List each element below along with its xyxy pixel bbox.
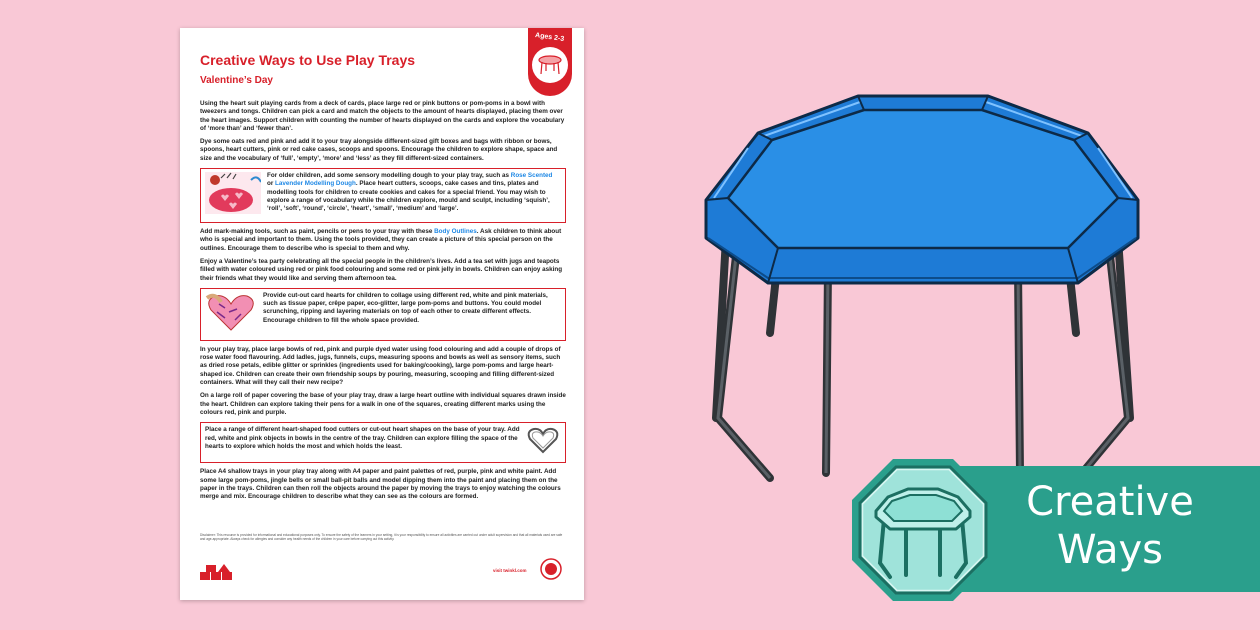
banner-line-2: Ways: [1056, 527, 1163, 573]
activity-paragraph: Using the heart suit playing cards from a deck of cards, place large red or pink buttons or pom-poms in a bowl with tweezers and tongs. Children can pick a card and match the objects to the amount of hearts displayed, placing them over the heart images. Support children with counting the number of hearts displayed on the cards and explore the vocabulary of ‘more than’ and ‘fewer than’.: [200, 100, 565, 132]
page-title: Creative Ways to Use Play Trays: [200, 52, 416, 68]
activity-paragraph: [200, 228, 566, 253]
activity-paragraph: [267, 172, 560, 213]
box-text: or: [267, 180, 276, 188]
age-badge-tray-icon: [532, 47, 568, 83]
age-badge-label: Ages 2-3: [535, 32, 565, 43]
blocks-logo-icon: [200, 562, 234, 585]
banner-line-1: Creative: [1026, 479, 1194, 525]
activity-paragraph: In your play tray, place large bowls of red, pink and purple dyed water using food colouring and add a couple of drops of rose water food flavouring. Add ladles, jugs, funnels, cups, measuring spoons and bowls as well as sensory items, such as dried rose petals, edible glitter or sprinkles (ingredients used for baking/cooking), large pom-poms and large heart-shaped ice. Children can create their own friendship soups by pouring, measuring, scooping and filling different-sized containers. What will they call their new recipe?: [200, 345, 561, 387]
para-text: . Ask children to think about who is special and important to them. Using the tools provided, they can create a picture of this special person on the outlines. Encourage them to describe who is special to them and why.: [200, 228, 562, 252]
heart-cookie-icon: [205, 172, 261, 219]
activity-paragraph: Dye some oats red and pink and add it to your tray alongside different-sized gift boxes and bags with ribbon or bows, spoons, heart cutters, pink or red cake cases, scoops and spoons. Encourage the children to explore shape, space and size and the vocabulary of ‘full’, ‘empty’, ‘more’ and ‘less’ as they fill different-sized containers.: [200, 138, 558, 162]
rose-scented-link[interactable]: Rose Scented: [510, 172, 553, 180]
play-tray-illustration: [698, 88, 1148, 493]
twinkl-badge-icon: [540, 558, 562, 580]
activity-paragraph: Enjoy a Valentine’s tea party celebrating all the special people in the children’s lives. Add a tea set with jugs and teapots filled with water coloured using red or pink food colouring and some red or pink jelly in bowls. Children can enjoy asking their friends what they would like and serving them afternoon tea.: [200, 257, 563, 282]
para-text: Add mark-making tools, such as paint, pencils or pens to your tray with these: [200, 228, 435, 236]
body-outlines-link[interactable]: Body Outlines: [434, 228, 477, 236]
heart-cutter-icon: [526, 426, 560, 459]
activity-paragraph: Provide cut-out card hearts for children to collage using different red, white and pink materials, such as tissue paper, crêpe paper, eco-glitter, large pom-poms and buttons. You could model scrunching, ripping and layering materials on top of each other to create different effects. Encourage children to fill the whole space provided.: [263, 291, 548, 324]
activity-box-collage: [200, 288, 566, 341]
lavender-dough-link[interactable]: Lavender Modelling Dough: [275, 180, 356, 188]
activity-box-modelling-dough: [200, 168, 566, 223]
disclaimer-text: Disclaimer: This resource is provided for informational and educational purposes only. To ensure the safety of the learners in your setting, it is your responsibility to ensure all activities are carried out under adult supervision and that all materials used are safe and age-appropriate. Always check for allergies and consider any health needs of the children in your care before carrying out this activity.: [200, 533, 563, 542]
tray-badge-icon: [848, 455, 998, 610]
page-subtitle: Valentine’s Day: [200, 75, 273, 86]
footer-url[interactable]: visit twinkl.com: [493, 568, 527, 573]
banner-title: [1010, 478, 1210, 574]
activity-box-cutters: [200, 422, 566, 463]
worksheet-content: [200, 100, 566, 506]
collage-heart-icon: [205, 292, 257, 337]
activity-paragraph: Place a range of different heart-shaped food cutters or cut-out heart shapes on the base of your tray. Add red, white and pink objects in bowls in the centre of the tray. Children can explore filling the space of the hearts to explore which holds the most and which holds the least.: [205, 426, 520, 450]
box-text: For older children, add some sensory modelling dough to your play tray, such as: [267, 172, 511, 180]
worksheet-page: [180, 28, 584, 600]
box-text: . Place heart cutters, scoops, cake cases and tins, plates and modelling tools for children to create cookies and cakes for a special friend. You may wish to explore a range of vocabulary while the children explore, mould and sculpt, including ‘squish’, ‘roll’, ‘soft’, ‘round’, ‘circle’, ‘heart’, ‘small’, ‘medium’ and ‘large’.: [267, 180, 550, 213]
activity-paragraph: Place A4 shallow trays in your play tray along with A4 paper and paint palettes of red, purple, pink and white paint. Add some large pom-poms, jingle bells or small ball-pit balls and model dipping them into the paint and placing them on the paper in the trays. Children can then roll the objects around the paper by moving the trays to enjoy watching the colours merge and mix. Encourage children to describe what they can see as the colours are formed.: [200, 468, 561, 501]
age-badge: [528, 28, 572, 96]
activity-paragraph: On a large roll of paper covering the base of your play tray, draw a large heart outline with individual squares drawn inside the heart. Children can explore taking their pens for a walk in one of the squares, creating different marks using the colours red, pink and purple.: [200, 392, 566, 416]
